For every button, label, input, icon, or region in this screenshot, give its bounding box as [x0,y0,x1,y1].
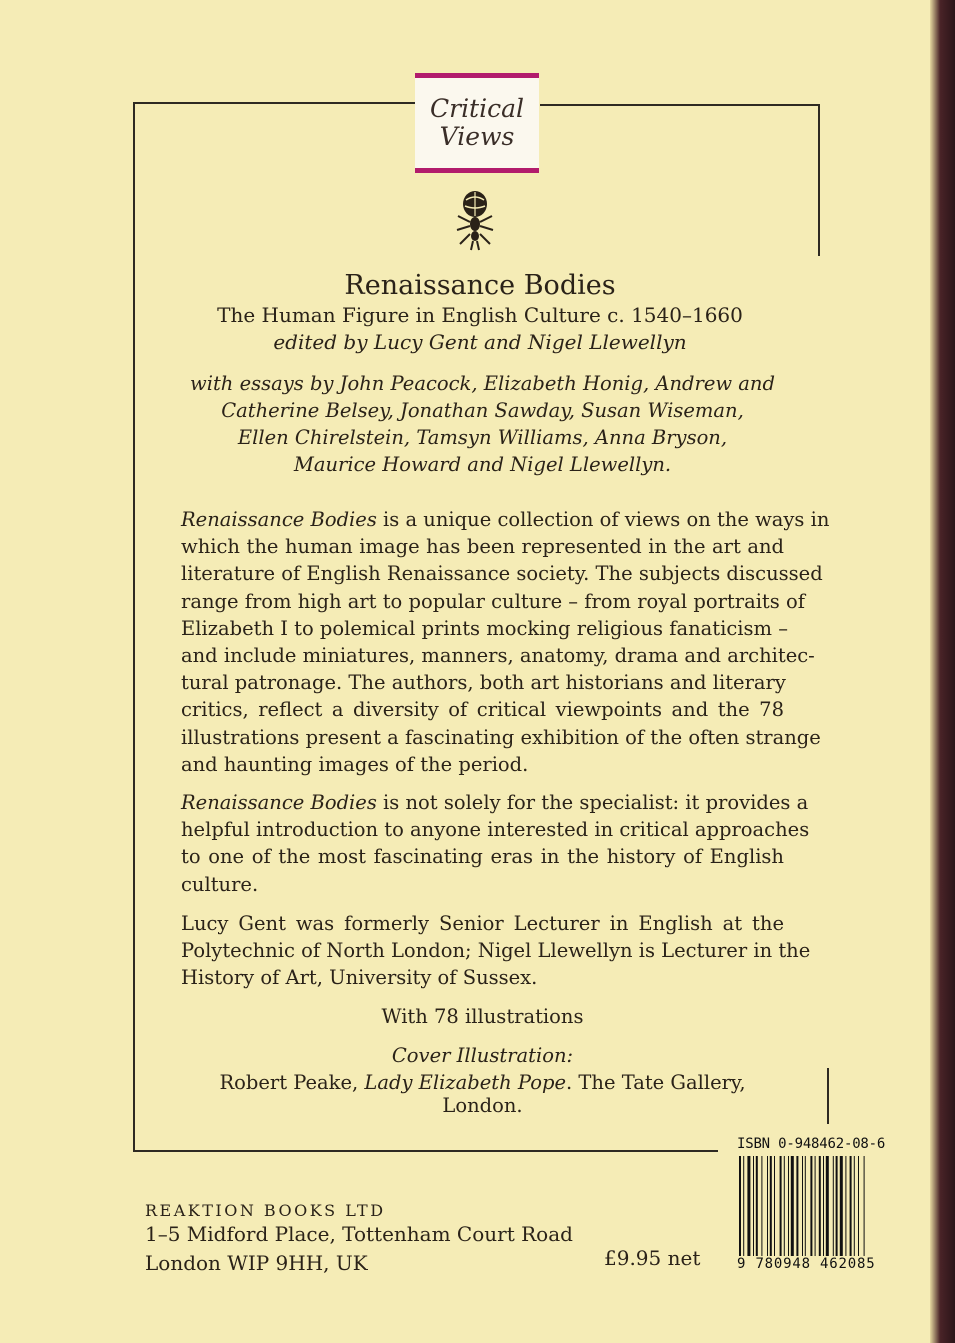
cover-illustration-heading: Cover Illustration: [391,1044,574,1067]
isbn: ISBN 0-948462-08-6 [737,1136,886,1152]
barcode-icon [737,1156,900,1256]
publisher-name: REAKTION BOOKS LTD [145,1201,386,1220]
paragraph-line: illustrations present a fascinating exhibition of the often strange [181,725,821,749]
paragraph-line: History of Art, University of Sussex. [181,966,538,990]
paragraph-line: Lucy Gent was formerly Senior Lecturer in English at the [181,912,784,935]
paragraph-line: literature of English Renaissance society. The subjects discussed [181,562,823,586]
paragraph-line: Elizabeth I to polemical prints mocking religious fanaticism – [181,616,788,640]
paragraph-line: which the human image has been represented in the art and [181,535,784,559]
barcode-bar [819,1156,821,1256]
publisher-address [145,1220,573,1278]
barcode-bar [864,1156,865,1256]
barcode-bar [753,1156,754,1256]
barcode-bar [761,1156,762,1256]
frame-line [540,104,819,106]
paragraph-line: critics, reflect a diversity of critical viewpoints and the 78 [181,698,784,722]
paragraph-line: range from high art to popular culture – from royal portraits of [181,589,805,613]
barcode-block [737,1136,900,1272]
illustrations-note: With 78 illustrations [381,1005,584,1028]
barcode-bar [739,1156,741,1256]
editors-bio [181,910,811,992]
barcode-bar [826,1156,829,1256]
barcode-bar [854,1156,855,1256]
publisher-emblem-icon [452,188,498,252]
barcode-bar [747,1156,750,1256]
contributors-line: with essays by John Peacock, Elizabeth Honig, Andrew and [190,372,775,395]
paragraph-text: is a unique collection of views on the ways in [376,508,830,531]
barcode-bar [796,1156,798,1256]
barcode-bar [823,1156,824,1256]
paragraph-line: helpful introduction to anyone interested in critical approaches [181,818,810,842]
paragraph-line: and include miniatures, manners, anatomy, drama and architec- [181,644,815,668]
credit-location: . The Tate Gallery, London. [442,1071,746,1117]
credit-work: Lady Elizabeth Pope [364,1071,566,1094]
book-subtitle: The Human Figure in English Culture c. 1540–1660 [217,303,743,327]
frame-line [133,102,135,1152]
address-line: London WIP 9HH, UK [145,1251,368,1275]
paragraph-text: is not solely for the specialist: it provides a [376,791,809,814]
essay-contributors [150,370,815,478]
contributors-line: Ellen Chirelstein, Tamsyn Williams, Anna Bryson, [237,426,728,449]
barcode-bar [791,1156,794,1256]
book-title-italic: Renaissance Bodies [181,508,377,531]
barcode-bar [802,1156,803,1256]
credit-artist: Robert Peake, [219,1071,365,1094]
barcode-bar [810,1156,812,1256]
cover-edge [930,0,955,1343]
paragraph-line: culture. [181,872,259,896]
barcode-bar [836,1156,838,1256]
frame-line [818,104,820,256]
description-paragraph-2 [181,789,810,898]
paragraph-line: tural patronage. The authors, both art historians and literary [181,671,786,695]
paragraph-line: Polytechnic of North London; Nigel Llewellyn is Lecturer in the [181,939,811,963]
cover-illustration-credit [181,1071,784,1117]
barcode-bar [833,1156,834,1256]
series-label-line2: Views [439,122,515,151]
barcode-bar [850,1156,852,1256]
barcode-bar [840,1156,843,1256]
description-paragraph-1 [181,506,830,778]
contributors-line: Maurice Howard and Nigel Llewellyn. [293,453,672,476]
barcode-bar [774,1156,775,1256]
barcode-bar [845,1156,846,1256]
price: £9.95 net [604,1246,701,1270]
barcode-bar [858,1156,859,1256]
address-line: 1–5 Midford Place, Tottenham Court Road [145,1222,573,1246]
series-label-line1: Critical [429,94,525,123]
paragraph-line: and haunting images of the period. [181,752,529,776]
frame-line [133,102,416,104]
contributors-line: Catherine Belsey, Jonathan Sawday, Susan Wiseman, [221,399,744,422]
barcode-bar [780,1156,782,1256]
barcode-bar [805,1156,806,1256]
book-title-italic: Renaissance Bodies [181,791,377,814]
barcode-bar [767,1156,768,1256]
barcode-bar [743,1156,744,1256]
barcode-number: 9 780948 462085 [737,1256,876,1272]
book-title: Renaissance Bodies [344,270,616,301]
barcode-bar [756,1156,758,1256]
frame-line [133,1150,718,1152]
barcode-bar [784,1156,785,1256]
barcode-bar [788,1156,789,1256]
paragraph-line: to one of the most fascinating eras in the history of English [181,845,784,869]
frame-line [827,1068,829,1124]
series-label [415,73,539,173]
book-editors: edited by Lucy Gent and Nigel Llewellyn [273,330,687,354]
barcode-bar [770,1156,772,1256]
barcode-bar [815,1156,816,1256]
